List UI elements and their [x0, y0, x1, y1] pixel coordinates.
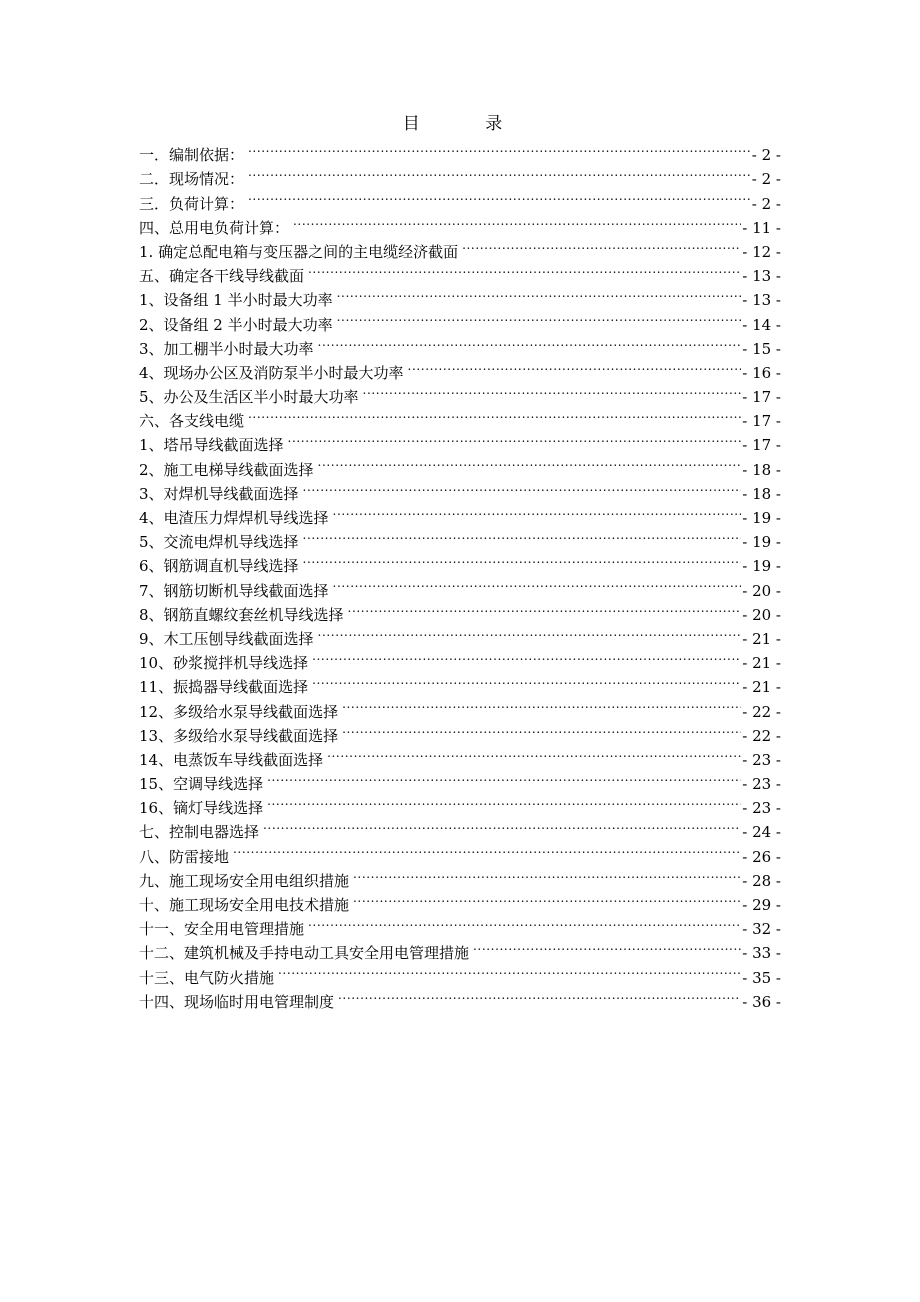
toc-entry-page: - 15 -	[742, 339, 781, 358]
toc-leader-dots	[337, 305, 742, 329]
toc-leader-dots	[333, 571, 742, 595]
toc-title: 目 录	[402, 114, 533, 134]
toc-leader-dots	[248, 184, 751, 208]
toc-entry-label: 2、施工电梯导线截面选择	[139, 460, 314, 479]
toc-entry-page: - 35 -	[742, 968, 781, 987]
toc-entry-label: 四、总用电负荷计算：	[139, 218, 290, 237]
toc-entry-label: 6、钢筋调直机导线选择	[139, 557, 299, 576]
toc-entry-page: - 32 -	[742, 920, 781, 939]
toc-entry-label: 1、设备组 1 半小时最大功率	[139, 291, 333, 310]
toc-entry-label: 二．现场情况：	[139, 170, 245, 189]
toc-entry-label: 七、控制电器选择	[139, 823, 260, 842]
toc-entry-page: - 33 -	[742, 944, 781, 963]
toc-entry-page: - 17 -	[742, 388, 781, 407]
toc-entry-page: - 18 -	[742, 460, 781, 479]
toc-entry-label: 10、砂浆搅拌机导线选择	[139, 654, 309, 673]
toc-entry-label: 9、木工压刨导线截面选择	[139, 629, 314, 648]
toc-leader-dots	[353, 862, 741, 886]
toc-entry-label: 5、交流电焊机导线选择	[139, 533, 299, 552]
toc-leader-dots	[233, 837, 741, 861]
toc-entry-label: 五、确定各干线导线截面	[139, 267, 305, 286]
toc-entry-label: 4、电渣压力焊焊机导线选择	[139, 509, 329, 527]
toc-leader-dots	[462, 233, 741, 257]
toc-entry-page: - 36 -	[742, 992, 781, 1011]
toc-leader-dots	[267, 765, 741, 789]
toc-entry-label: 4、现场办公区及消防泵半小时最大功率	[139, 363, 404, 382]
toc-leader-dots	[312, 668, 741, 692]
toc-entry-page: - 2 -	[751, 194, 781, 213]
toc-entry-page: - 13 -	[742, 291, 781, 310]
toc-leader-dots	[248, 160, 751, 184]
toc-leader-dots	[337, 281, 742, 305]
toc-entry-page: - 13 -	[742, 267, 781, 286]
toc-entry-label: 九、施工现场安全用电组织措施	[139, 871, 350, 890]
toc-entry[interactable]	[139, 136, 781, 165]
toc-leader-dots	[303, 547, 742, 571]
toc-leader-dots	[318, 620, 742, 644]
toc-entry-label: 2、设备组 2 半小时最大功率	[139, 315, 333, 334]
toc-leader-dots	[303, 475, 742, 499]
toc-leader-dots	[267, 789, 741, 813]
toc-entry-page: - 17 -	[742, 436, 781, 455]
toc-entry-page: - 22 -	[742, 702, 781, 721]
toc-entry-label: 十一、安全用电管理措施	[139, 920, 305, 939]
toc-leader-dots	[318, 450, 742, 474]
toc-entry-label: 14、电蒸饭车导线截面选择	[139, 750, 324, 769]
toc-entry[interactable]	[139, 837, 781, 866]
toc-leader-dots	[278, 958, 741, 982]
toc-leader-dots	[342, 717, 741, 741]
toc-entry-page: - 20 -	[742, 605, 781, 624]
toc-entry-label: 十二、建筑机械及手持电动工具安全用电管理措施	[139, 944, 470, 963]
toc-entry-page: - 17 -	[742, 412, 781, 431]
toc-entry-page: - 22 -	[742, 726, 781, 745]
toc-entry-label: 三．负荷计算：	[139, 194, 245, 213]
toc-leader-dots	[293, 209, 741, 233]
toc-entry-page: - 21 -	[742, 654, 781, 673]
toc-entry-page: - 19 -	[742, 533, 781, 552]
toc-entry-page: - 19 -	[742, 557, 781, 576]
toc-entry-label: 六、各支线电缆	[139, 412, 245, 431]
toc-entry-label: 1、塔吊导线截面选择	[139, 436, 284, 455]
toc-list	[139, 136, 781, 1011]
toc-entry-page: - 19 -	[742, 509, 781, 527]
toc-entry-label: 15、空调导线选择	[139, 775, 264, 794]
toc-leader-dots	[327, 741, 741, 765]
toc-entry-page: - 18 -	[742, 484, 781, 503]
toc-entry-page: - 29 -	[742, 896, 781, 914]
toc-entry[interactable]	[139, 862, 781, 890]
toc-entry-label: 3、对焊机导线截面选择	[139, 484, 299, 503]
toc-entry-label: 十、施工现场安全用电技术措施	[139, 896, 350, 914]
toc-leader-dots	[308, 257, 741, 281]
toc-entry-page: - 23 -	[742, 775, 781, 794]
toc-entry-page: - 23 -	[742, 799, 781, 818]
toc-entry-page: - 14 -	[742, 315, 781, 334]
toc-leader-dots	[263, 813, 741, 837]
toc-entry-page: - 23 -	[742, 750, 781, 769]
toc-leader-dots	[408, 354, 742, 378]
toc-entry-page: - 11 -	[742, 218, 781, 237]
toc-entry-page: - 21 -	[742, 678, 781, 697]
toc-entry-page: - 28 -	[742, 871, 781, 890]
toc-entry-label: 八、防雷接地	[139, 847, 230, 866]
toc-entry-page: - 16 -	[742, 363, 781, 382]
toc-leader-dots	[288, 426, 742, 450]
toc-entry-page: - 20 -	[742, 581, 781, 600]
toc-leader-dots	[308, 910, 741, 934]
toc-entry-label: 13、多级给水泵导线截面选择	[139, 726, 339, 745]
toc-entry-label: 11、振捣器导线截面选择	[139, 678, 309, 697]
toc-entry-page: - 24 -	[742, 823, 781, 842]
toc-leader-dots	[312, 644, 741, 668]
toc-leader-dots	[353, 886, 741, 910]
toc-entry-label: 16、镝灯导线选择	[139, 799, 264, 818]
toc-leader-dots	[318, 330, 742, 354]
toc-entry-page: - 21 -	[742, 629, 781, 648]
toc-entry-page: - 12 -	[742, 242, 781, 261]
toc-entry-label: 12、多级给水泵导线截面选择	[139, 702, 339, 721]
toc-leader-dots	[363, 378, 742, 402]
toc-entry-label: 8、钢筋直螺纹套丝机导线选择	[139, 605, 344, 624]
toc-entry-label: 1. 确定总配电箱与变压器之间的主电缆经济截面	[139, 242, 459, 261]
toc-entry-label: 5、办公及生活区半小时最大功率	[139, 388, 359, 407]
toc-leader-dots	[248, 402, 741, 426]
toc-entry-page: - 26 -	[742, 847, 781, 866]
toc-entry-label: 十四、现场临时用电管理制度	[139, 992, 335, 1011]
toc-entry-page: - 2 -	[751, 146, 781, 165]
toc-entry-label: 3、加工棚半小时最大功率	[139, 339, 314, 358]
toc-leader-dots	[473, 934, 741, 958]
toc-leader-dots	[333, 499, 742, 523]
toc-entry-page: - 2 -	[751, 170, 781, 189]
toc-leader-dots	[338, 983, 741, 1007]
toc-entry-label: 一．编制依据：	[139, 146, 245, 165]
toc-leader-dots	[248, 136, 751, 160]
toc-entry-label: 十三、电气防火措施	[139, 968, 275, 987]
toc-leader-dots	[348, 596, 742, 620]
toc-leader-dots	[342, 692, 741, 716]
toc-entry-label: 7、钢筋切断机导线截面选择	[139, 581, 329, 600]
toc-leader-dots	[303, 523, 742, 547]
